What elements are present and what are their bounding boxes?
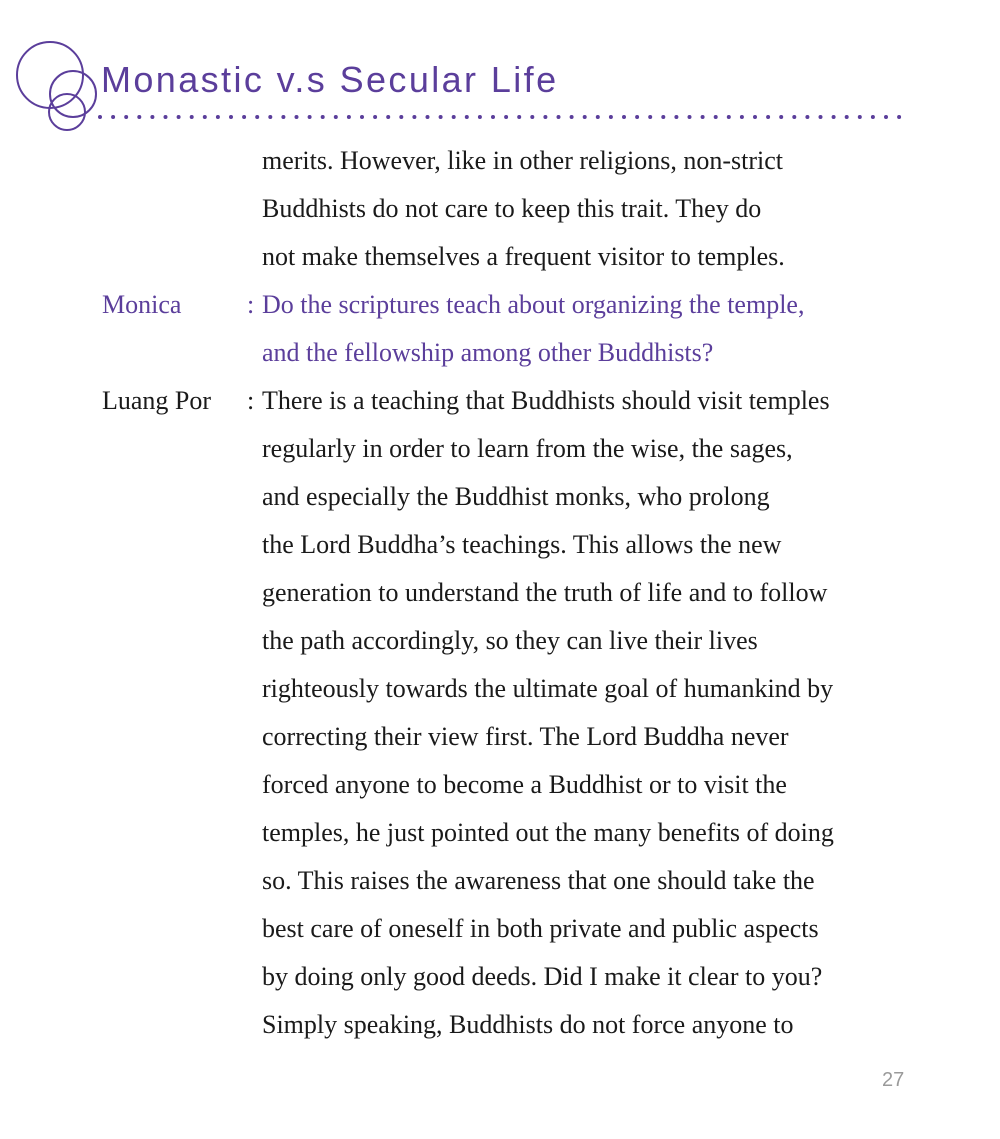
text-line: by doing only good deeds. Did I make it clear to you? xyxy=(262,962,823,991)
dotted-divider xyxy=(84,112,904,122)
text-line: merits. However, like in other religions, non-strict xyxy=(262,146,784,175)
overlapping-circles-icon xyxy=(10,38,110,138)
speaker-colon: : xyxy=(247,386,255,415)
speaker-name: Monica xyxy=(102,290,182,319)
text-line: and the fellowship among other Buddhists? xyxy=(262,338,714,367)
text-line: so. This raises the awareness that one should take the xyxy=(262,866,815,895)
text-line: Buddhists do not care to keep this trait. They do xyxy=(262,194,762,223)
text-line: righteously towards the ultimate goal of humankind by xyxy=(262,674,834,703)
text-line: temples, he just pointed out the many benefits of doing xyxy=(262,818,834,847)
text-line: best care of oneself in both private and public aspects xyxy=(262,914,819,943)
text-line: regularly in order to learn from the wise, the sages, xyxy=(262,434,793,463)
speaker-name: Luang Por xyxy=(102,386,212,415)
text-line: the Lord Buddha’s teachings. This allows the new xyxy=(262,530,782,559)
text-line: generation to understand the truth of life and to follow xyxy=(262,578,828,607)
text-line: There is a teaching that Buddhists should visit temples xyxy=(262,386,830,415)
text-line: correcting their view first. The Lord Buddha never xyxy=(262,722,789,751)
text-line: Simply speaking, Buddhists do not force anyone to xyxy=(262,1010,794,1039)
speaker-colon: : xyxy=(247,290,255,319)
text-line: and especially the Buddhist monks, who prolong xyxy=(262,482,770,511)
page-number: 27 xyxy=(882,1069,905,1091)
text-line: not make themselves a frequent visitor to temples. xyxy=(262,242,785,271)
page-header xyxy=(0,0,1000,140)
text-line: the path accordingly, so they can live their lives xyxy=(262,626,758,655)
text-line: forced anyone to become a Buddhist or to visit the xyxy=(262,770,787,799)
text-line: Do the scriptures teach about organizing the temple, xyxy=(262,290,805,319)
page-title: Monastic v.s Secular Life xyxy=(101,59,559,100)
